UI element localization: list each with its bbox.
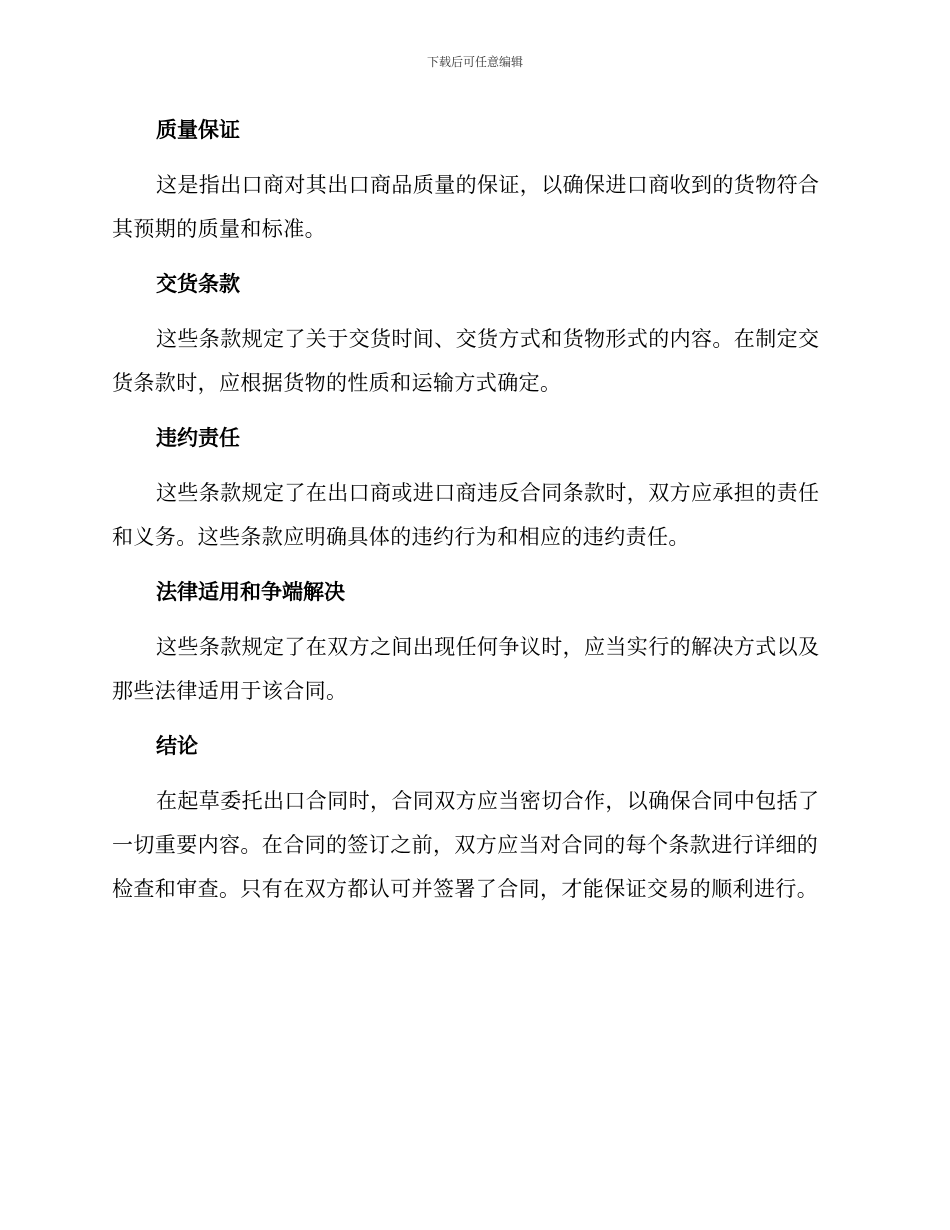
section-paragraph-delivery: 这些条款规定了关于交货时间、交货方式和货物形式的内容。在制定交货条款时，应根据货物的性质和运输方式确定。	[112, 327, 820, 395]
section-heading-liability: 违约责任	[156, 426, 240, 450]
section-paragraph-liability: 这些条款规定了在出口商或进口商违反合同条款时，双方应承担的责任和义务。这些条款应明确具体的违约行为和相应的违约责任。	[112, 481, 820, 549]
document-body	[112, 110, 838, 924]
section-heading-delivery: 交货条款	[156, 272, 240, 296]
section-paragraph-conclusion: 在起草委托出口合同时，合同双方应当密切合作，以确保合同中包括了一切重要内容。在合同的签订之前，双方应当对合同的每个条款进行详细的检查和审查。只有在双方都认可并签署了合同，才能保证交易的顺利进行。	[112, 789, 820, 901]
page-header: 下载后可任意编辑	[426, 55, 523, 69]
section-paragraph-quality: 这是指出口商对其出口商品质量的保证，以确保进口商收到的货物符合其预期的质量和标准。	[112, 173, 820, 241]
section-heading-quality: 质量保证	[156, 118, 240, 142]
section-paragraph-law: 这些条款规定了在双方之间出现任何争议时，应当实行的解决方式以及那些法律适用于该合同。	[112, 635, 820, 703]
section-heading-law: 法律适用和争端解决	[156, 580, 345, 604]
section-heading-conclusion: 结论	[156, 734, 198, 758]
